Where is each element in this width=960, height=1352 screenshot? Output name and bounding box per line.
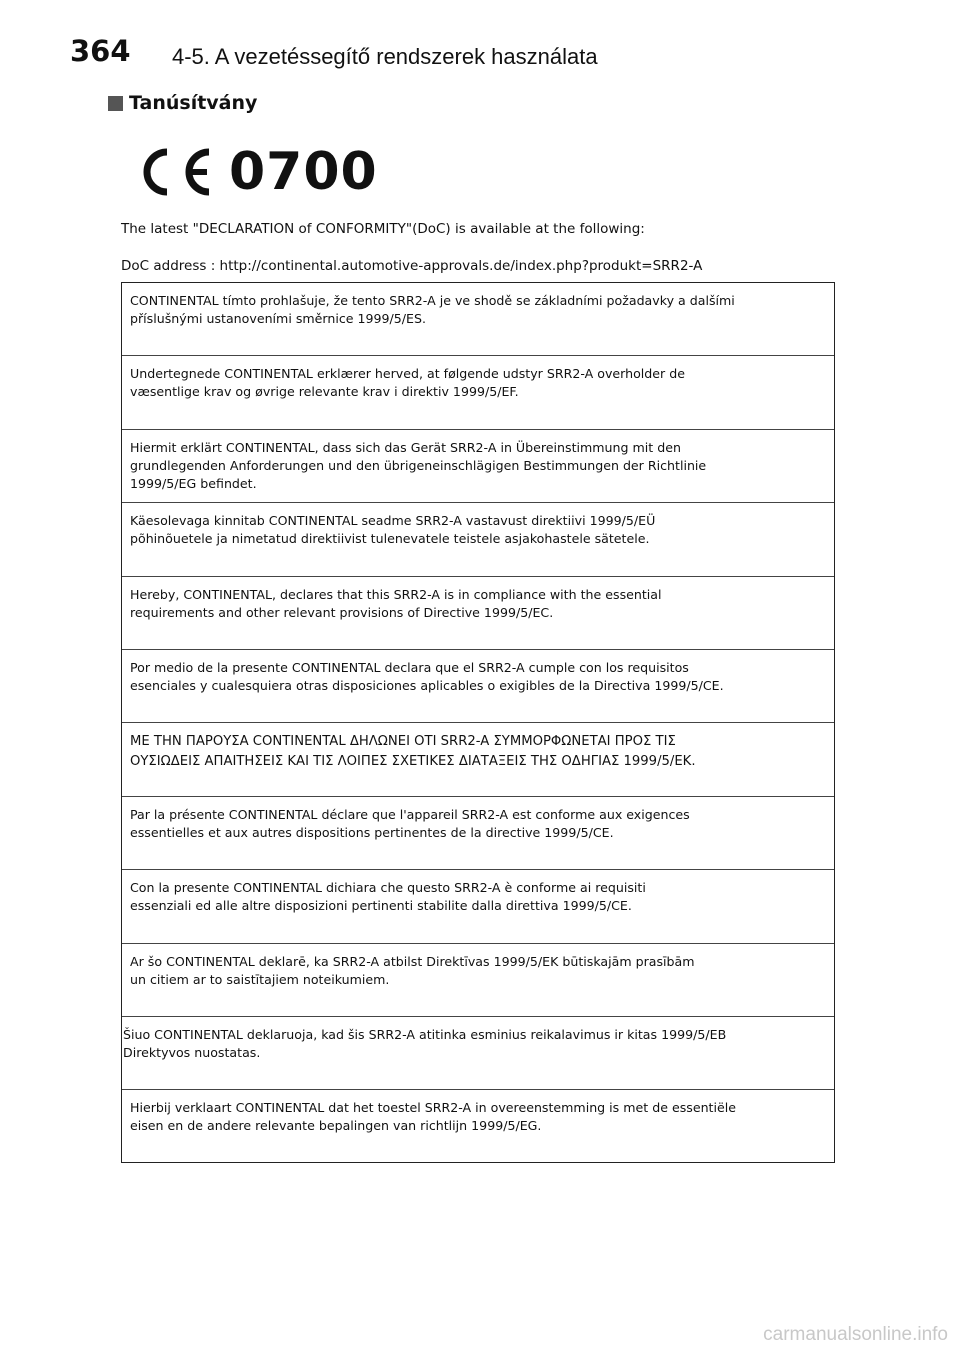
declaration-text: Hereby, CONTINENTAL, declares that this SRR2-A is in compliance with the essential requirements and other relevant provisions of Directive 1999/5/EC. [130,586,662,620]
declaration-text: Undertegnede CONTINENTAL erklærer herved, at følgende udstyr SRR2-A overholder de væsentlige krav og øvrige relevante krav i direktiv 1999/5/EF. [130,366,685,400]
chapter-title: 4-5. A vezetéssegítő rendszerek használata [172,44,598,69]
declaration-row-de [122,430,834,503]
declaration-text: Šiuo CONTINENTAL deklaruoja, kad šis SRR2-A atitinka esminius reikalavimus ir kitas 1999/5/EB Direktyvos nuostatas. [123,1026,727,1060]
page-header [0,0,960,76]
declaration-row-fr [122,797,834,870]
ce-mark-icon [133,146,217,198]
declaration-text: Ar šo CONTINENTAL deklarē, ka SRR2-A atbilst Direktīvas 1999/5/EK būtiskajām prasībām un citiem ar to saistītajiem noteikumiem. [130,953,695,987]
declaration-text: Hiermit erklärt CONTINENTAL, dass sich das Gerät SRR2-A in Übereinstimmung mit den grundlegenden Anforderungen und den übrigeneinschlägigen Bestimmungen der Richtlinie 1999/5/EG befindet. [130,439,707,491]
doc-address-text: DoC address : http://continental.automotive-approvals.de/index.php?produkt=SRR2-A [121,258,703,274]
page-number: 364 [70,34,131,68]
ce-mark-row [133,142,378,202]
declaration-row-cs [122,283,834,356]
declaration-row-lv [122,944,834,1017]
square-bullet-icon [108,96,123,111]
declaration-text: Käesolevaga kinnitab CONTINENTAL seadme SRR2-A vastavust direktiivi 1999/5/EÜ põhinõuetele ja nimetatud direktiivist tulenevatele teistele asjakohastele sätetele. [130,513,656,547]
declaration-text: Con la presente CONTINENTAL dichiara che questo SRR2-A è conforme ai requisiti essenziali ed alle altre disposizioni pertinenti stabilite dalla direttiva 1999/5/CE. [130,880,646,914]
declaration-row-en [122,577,834,650]
notified-body-number: 0700 [229,142,378,202]
section-heading [108,92,257,114]
declaration-text: CONTINENTAL tímto prohlašuje, že tento SRR2-A je ve shodě se základními požadavky a dalšími příslušnými ustanoveními směrnice 1999/5/ES. [130,293,735,326]
declaration-row-da [122,356,834,429]
watermark: carmanualsonline.info [763,1324,948,1345]
doc-availability-text: The latest "DECLARATION of CONFORMITY"(DoC) is available at the following: [121,221,645,237]
section-title: Tanúsítvány [129,92,258,114]
declaration-text: ΜΕ ΤΗΝ ΠΑΡΟΥΣΑ CONTINENTAL ΔΗΛΩΝΕΙ ΟΤΙ SRR2-A ΣΥΜΜΟΡΦΩΝΕΤΑΙ ΠΡΟΣ ΤΙΣ ΟΥΣΙΩΔΕΙΣ ΑΠΑΙΤΗΣΕΙΣ ΚΑΙ ΤΙΣ ΛΟΙΠΕΣ ΣΧΕΤΙΚΕΣ ΔΙΑΤΑΞΕΙΣ ΤΗΣ ΟΔΗΓΙΑΣ 1999/5/ΕΚ. [130,734,696,770]
declaration-text: Par la présente CONTINENTAL déclare que l'appareil SRR2-A est conforme aux exigences essentielles et aux autres dispositions pertinentes de la directive 1999/5/CE. [130,806,690,840]
declaration-row-et [122,503,834,576]
declaration-text: Por medio de la presente CONTINENTAL declara que el SRR2-A cumple con los requisitos esenciales y cualesquiera otras disposiciones aplicables o exigibles de la Directiva 1999/5/CE. [130,659,724,693]
declaration-row-it [122,870,834,943]
declaration-row-lt [122,1017,834,1090]
declaration-text: Hierbij verklaart CONTINENTAL dat het toestel SRR2-A in overeenstemming is met de essentiële eisen en de andere relevante bepalingen van richtlijn 1999/5/EG. [130,1100,736,1134]
declaration-row-nl [122,1090,834,1163]
declaration-row-el [122,723,834,796]
declarations-table [121,282,835,1163]
declaration-row-es [122,650,834,723]
